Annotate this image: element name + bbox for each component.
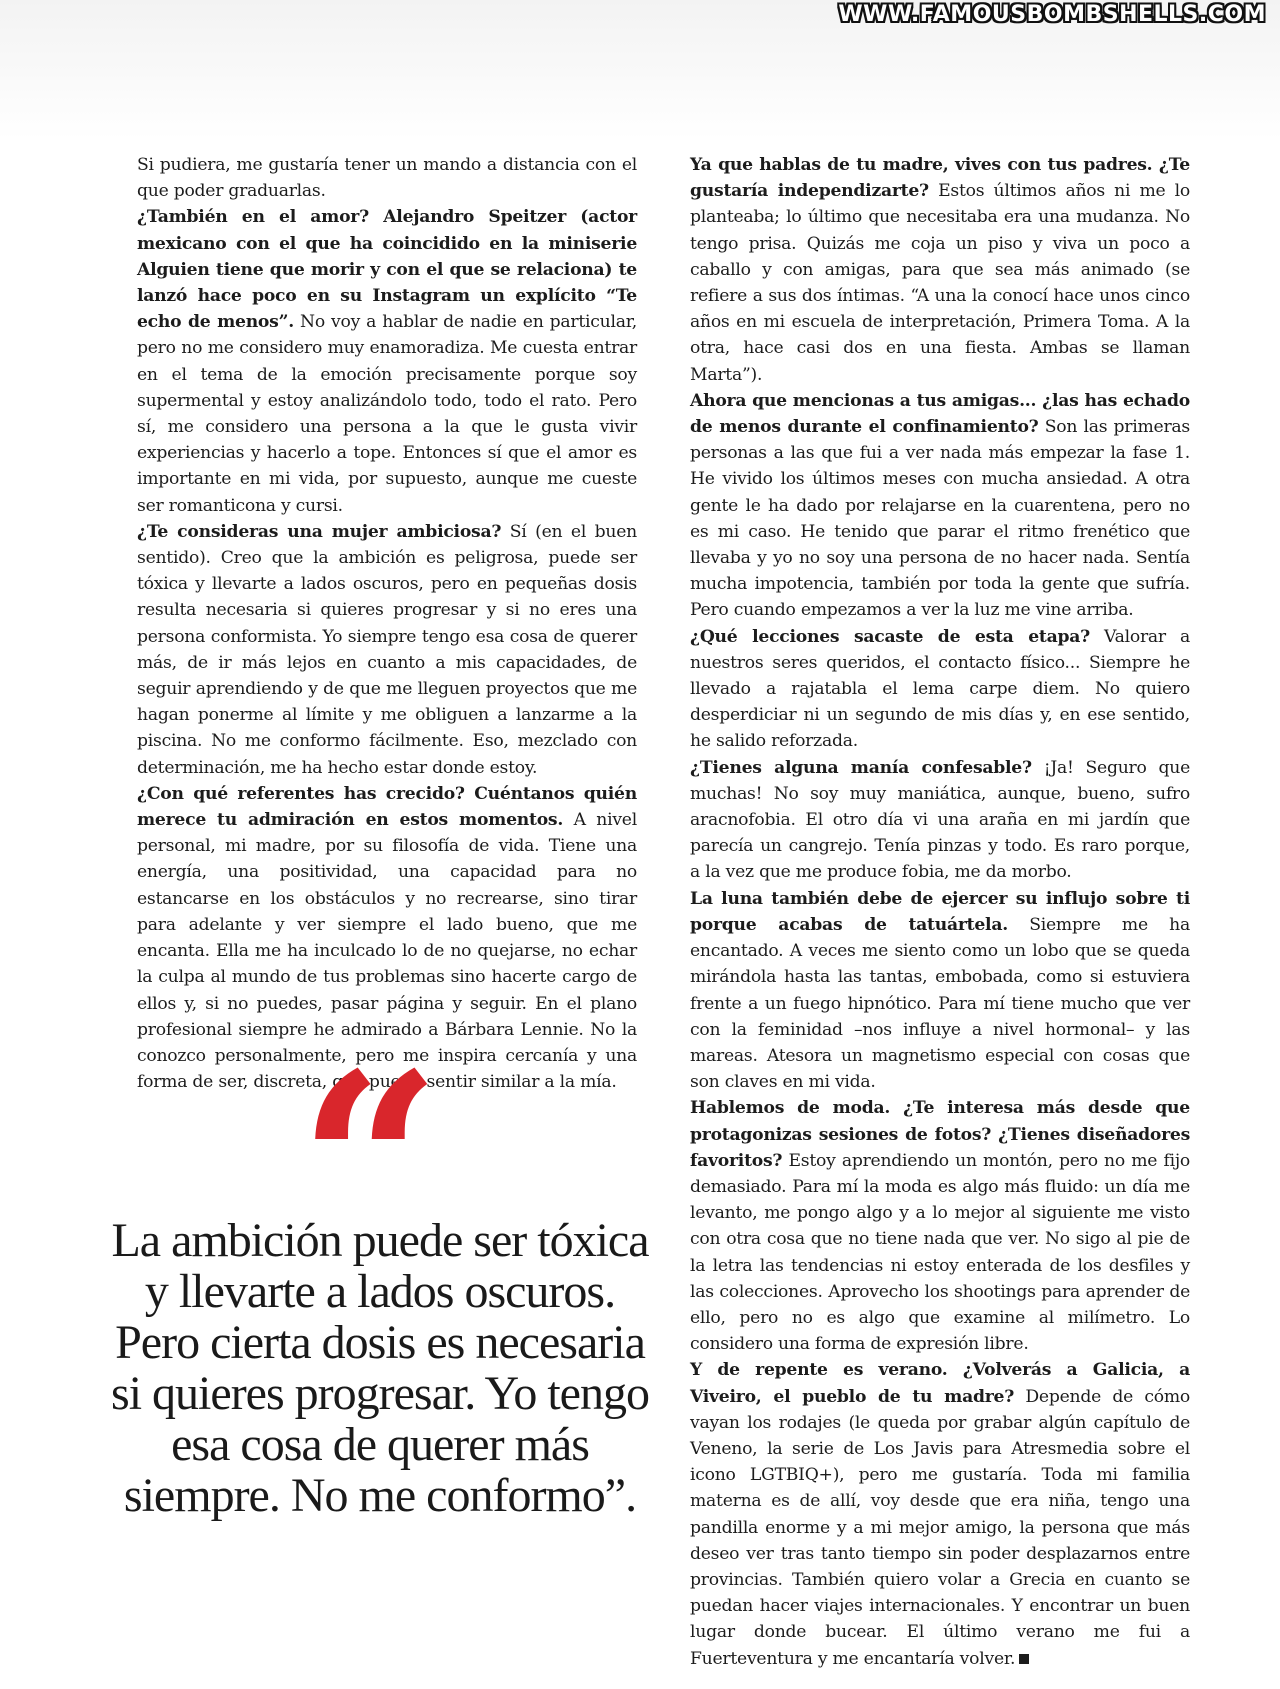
answer: Sí (en el buen sentido). Creo que la ambición es peligrosa, puede ser tóxica y llevarte a lados oscuros, pero en pequeñas dosis resulta necesaria si quieres progresar y si no eres una persona conformista. Yo siempre tengo esa cosa de querer más, de ir más lejos en cuanto a mis capacidades, de seguir aprendiendo y de que me lleguen proyectos que me hagan ponerme al límite y me obliguen a lanzarme a la piscina. No me conformo fácilmente. Eso, mezclado con determinación, me ha hecho estar donde estoy.	[137, 521, 637, 778]
question: ¿Con qué referentes has crecido? Cuéntanos quién merece tu admiración en estos momentos.	[137, 783, 637, 831]
paragraph	[690, 624, 1190, 755]
answer: Depende de cómo vayan los rodajes (le queda por grabar algún capítulo de Veneno, la serie de Los Javis para Atresmedia sobre el icono LGTBIQ+), pero me gustaría. Toda mi familia materna es de allí, voy desde que era niña, tengo una pandilla enorme y a mi mejor amigo, la persona que más deseo ver tras tanto tiempo sin poder desplazarnos entre provincias. También quiero volar a Grecia en cuanto se puedan hacer viajes internacionales. Y encontrar un buen lugar donde bucear. El último verano me fui a Fuerteventura y me encantaría volver.	[690, 1386, 1190, 1669]
paragraph	[137, 152, 637, 204]
answer: Siempre me ha encantado. A veces me siento como un lobo que se queda mirándola hasta las tantas, embobada, como si estuviera frente a un fuego hipnótico. Para mí tiene mucho que ver con la feminidad –nos influye a nivel hormonal– y las mareas. Atesora un magnetismo especial con cosas que son claves en mi vida.	[690, 914, 1190, 1093]
paragraph	[137, 519, 637, 781]
answer: ¡Ja! Seguro que muchas! No soy muy maniática, aunque, bueno, sufro aracnofobia. El otro día vi una araña en mi jardín que parecía un cangrejo. Tenía pinzas y todo. Es raro porque, a la vez que me produce fobia, me da morbo.	[690, 757, 1190, 883]
paragraph	[690, 1095, 1190, 1357]
right-column	[690, 152, 1190, 1672]
pull-quote: La ambición puede ser tóxica y llevarte a lados oscuros. Pero cierta dosis es necesaria si quieres progresar. Yo tengo esa cosa de querer más siempre. No me conformo”.	[111, 1214, 649, 1522]
answer: Son las primeras personas a las que fui a ver nada más empezar la fase 1. He vivido los últimos meses con mucha ansiedad. A otra gente le ha dado por relajarse en la cuarentena, pero no es mi caso. He tenido que parar el ritmo frenético que llevaba y yo no soy una persona de no hacer nada. Sentía mucha impotencia, también por toda la gente que sufría. Pero cuando empezamos a ver la luz me vine arriba.	[690, 417, 1190, 621]
answer: Estos últimos años ni me lo planteaba; lo último que necesitaba era una mudanza. No tengo prisa. Quizás me coja un piso y viva un poco a caballo y con amigas, para que sea más animado (se refiere a sus dos íntimas. “A una la conocí hace unos cinco años en mi escuela de interpretación, Primera Toma. A la otra, hace casi dos en una fiesta. Ambas se llaman Marta”).	[690, 181, 1191, 385]
end-of-article-icon	[1019, 1654, 1029, 1664]
answer: Si pudiera, me gustaría tener un mando a distancia con el que poder graduarlas.	[137, 155, 637, 202]
question: ¿También en el amor? Alejandro Speitzer (actor mexicano con el que ha coincidido en la miniserie Alguien tiene que morir y con el que se relaciona) te lanzó hace poco en su Instagram un explícito “Te echo de menos”.	[137, 207, 637, 333]
answer: No voy a hablar de nadie en particular, pero no me considero muy enamoradiza. Me cuesta entrar en el tema de la emoción precisamente porque soy supermental y estoy analizándolo todo, todo el rato. Pero sí, me considero una persona a la que le gusta vivir experiencias y hacerlo a tope. Entonces sí que el amor es importante en mi vida, por supuesto, aunque me cueste ser romanticona y cursi.	[137, 312, 637, 516]
question: ¿Te consideras una mujer ambiciosa?	[137, 521, 502, 542]
question: Ya que hablas de tu madre, vives con tus padres. ¿Te gustaría independizarte?	[690, 155, 1190, 202]
question: ¿Qué lecciones sacaste de esta etapa?	[690, 626, 1090, 647]
question: Hablemos de moda. ¿Te interesa más desde que protagonizas sesiones de fotos? ¿Tienes diseñadores favoritos?	[690, 1098, 1190, 1171]
paragraph	[690, 755, 1190, 886]
quote-mark-icon: “	[298, 1018, 442, 1312]
paragraph	[690, 152, 1190, 388]
paragraph	[690, 388, 1190, 624]
question: Y de repente es verano. ¿Volverás a Galicia, a Viveiro, el pueblo de tu madre?	[690, 1360, 1190, 1407]
left-column	[137, 152, 637, 1095]
answer: Estoy aprendiendo un montón, pero no me fijo demasiado. Para mí la moda es algo más fluido: un día me levanto, me pongo algo y a lo mejor al siguiente me visto con otra cosa que no tiene nada que ver. No sigo al pie de la letra las tendencias ni estoy enterada de los desfiles y las colecciones. Aprovecho los shootings para aprender de ello, pero no es algo que examine al milímetro. Lo considero una forma de expresión libre.	[690, 1150, 1190, 1355]
paragraph	[690, 1357, 1190, 1671]
question: La luna también debe de ejercer su influjo sobre ti porque acabas de tatuártela.	[690, 888, 1190, 935]
answer: A nivel personal, mi madre, por su filosofía de vida. Tiene una energía, una positividad, una capacidad para no estancarse en los obstáculos y no recrearse, sino tirar para adelante y ver siempre el lado bueno, que me encanta. Ella me ha inculcado lo de no quejarse, no echar la culpa al mundo de tus problemas sino hacerte cargo de ellos y, si no puedes, pasar página y seguir. En el plano profesional siempre he admirado a Bárbara Lennie. No la conozco personalmente, pero me inspira cercanía y una forma de ser, discreta, que puedo sentir similar a la mía.	[137, 810, 637, 1093]
watermark: WWW.FAMOUSBOMBSHELLS.COM	[838, 2, 1266, 27]
paragraph	[137, 204, 637, 518]
paragraph	[690, 886, 1190, 1096]
question: Ahora que mencionas a tus amigas... ¿las has echado de menos durante el confinamiento?	[690, 390, 1190, 438]
question: ¿Tienes alguna manía confesable?	[690, 757, 1032, 778]
answer: Valorar a nuestros seres queridos, el contacto físico... Siempre he llevado a rajatabla el lema carpe diem. No quiero desperdiciar ni un segundo de mis días y, en ese sentido, he salido reforzada.	[690, 626, 1190, 752]
